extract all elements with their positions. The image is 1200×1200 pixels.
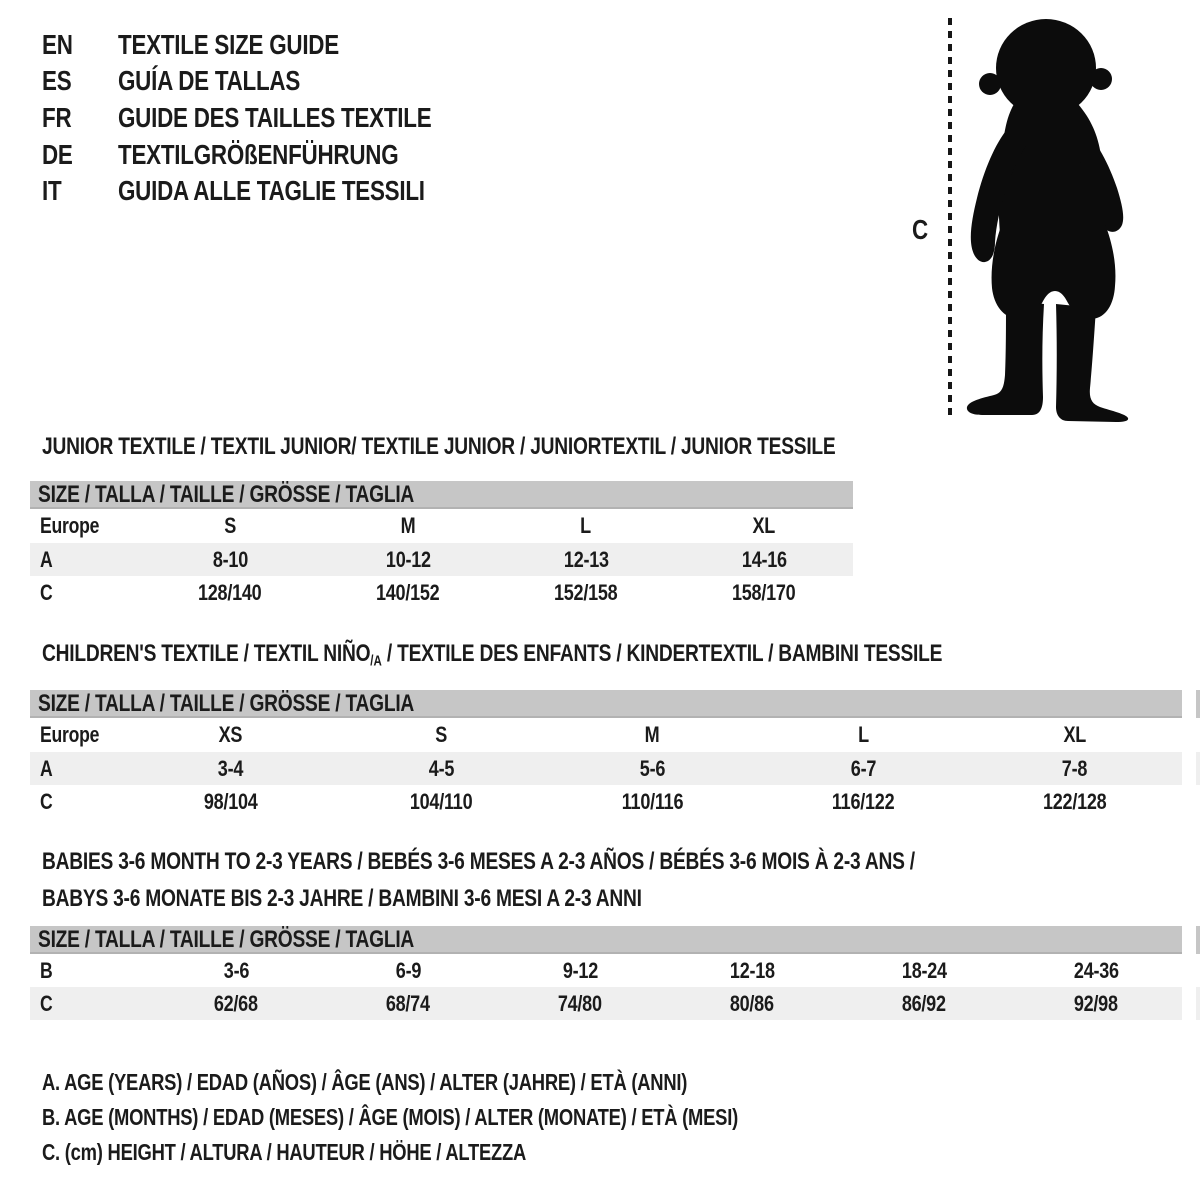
age-cell: 9-12 <box>562 957 598 983</box>
age-cell: 8-10 <box>212 546 248 572</box>
lang-title-de: TEXTILGRÖßENFÜHRUNG <box>118 139 399 170</box>
age-cell: 24-36 <box>1073 957 1119 983</box>
size-cell: XL <box>752 513 776 538</box>
height-cell: 122/128 <box>1042 788 1107 814</box>
table-row <box>30 543 853 576</box>
toddler-silhouette <box>962 12 1142 422</box>
children-title-subscript: /A <box>370 653 382 670</box>
table-row <box>30 718 1182 752</box>
legend-height-cm: C. (cm) HEIGHT / ALTURA / HAUTEUR / HÖHE / ALTEZZA <box>42 1139 527 1165</box>
lang-code-de: DE <box>42 139 73 170</box>
table-edge-sliver <box>1196 752 1200 785</box>
age-cell: 6-7 <box>850 755 877 781</box>
height-cell: 86/92 <box>902 990 946 1016</box>
babies-size-header-text: SIZE / TALLA / TAILLE / GRÖSSE / TAGLIA <box>38 926 415 953</box>
junior-size-table <box>30 481 853 609</box>
size-cell: L <box>580 513 592 538</box>
lang-code-es: ES <box>42 65 72 96</box>
height-cell: 128/140 <box>198 579 262 605</box>
age-cell: 3-6 <box>223 957 249 983</box>
children-size-table <box>30 690 1182 818</box>
height-cell: 158/170 <box>732 579 796 605</box>
legend-age-months: B. AGE (MONTHS) / EDAD (MESES) / ÂGE (MOIS) / ALTER (MONATE) / ETÀ (MESI) <box>42 1104 738 1130</box>
height-cell: 62/68 <box>214 990 258 1016</box>
age-cell: 14-16 <box>741 546 787 572</box>
lang-title-it: GUIDA ALLE TAGLIE TESSILI <box>118 175 425 206</box>
age-cell: 4-5 <box>428 755 455 781</box>
height-cell: 98/104 <box>203 788 258 814</box>
age-cell: 6-9 <box>395 957 421 983</box>
age-cell: 5-6 <box>639 755 666 781</box>
size-cell: S <box>224 513 236 538</box>
size-cell: XL <box>1063 722 1086 747</box>
row-label: A <box>40 546 53 572</box>
lang-code-en: EN <box>42 29 73 60</box>
size-cell: M <box>645 722 660 747</box>
junior-section-title: JUNIOR TEXTILE / TEXTIL JUNIOR/ TEXTILE JUNIOR / JUNIORTEXTIL / JUNIOR TESSILE <box>42 433 836 460</box>
age-cell: 12-13 <box>563 546 609 572</box>
row-label: C <box>40 990 53 1016</box>
toddler-silhouette-shapes <box>967 19 1128 422</box>
children-title-main: CHILDREN'S TEXTILE / TEXTIL NIÑO <box>42 640 371 667</box>
lang-code-fr: FR <box>42 102 72 133</box>
legend-age-years: A. AGE (YEARS) / EDAD (AÑOS) / ÂGE (ANS) / ALTER (JAHRE) / ETÀ (ANNI) <box>42 1069 688 1095</box>
children-size-header-bar <box>30 690 1182 718</box>
height-measure-dashed-line <box>948 18 952 418</box>
height-cell: 140/152 <box>376 579 440 605</box>
lang-title-es: GUÍA DE TALLAS <box>118 65 301 96</box>
age-cell: 10-12 <box>385 546 431 572</box>
size-cell: M <box>400 513 416 538</box>
row-label: C <box>40 788 53 814</box>
height-cell: 92/98 <box>1074 990 1118 1016</box>
size-cell: L <box>858 722 869 747</box>
height-cell: 152/158 <box>554 579 618 605</box>
table-row <box>30 752 1182 785</box>
age-cell: 12-18 <box>729 957 775 983</box>
row-label: A <box>40 755 53 781</box>
lang-title-fr: GUIDE DES TAILLES TEXTILE <box>118 102 432 133</box>
table-row <box>30 785 1182 818</box>
children-size-header-text: SIZE / TALLA / TAILLE / GRÖSSE / TAGLIA <box>38 690 415 717</box>
age-cell: 7-8 <box>1061 755 1088 781</box>
height-cell: 74/80 <box>558 990 602 1016</box>
children-title-rest: / TEXTILE DES ENFANTS / KINDERTEXTIL / BAMBINI TESSILE <box>381 640 943 667</box>
table-edge-sliver <box>1196 987 1200 1020</box>
children-section-title <box>42 641 1167 674</box>
table-row <box>30 987 1182 1020</box>
babies-size-table <box>30 926 1182 1020</box>
table-edge-sliver <box>1196 926 1200 954</box>
table-row <box>30 954 1182 987</box>
row-label: Europe <box>40 513 100 538</box>
lang-title-en: TEXTILE SIZE GUIDE <box>118 29 339 60</box>
lang-code-it: IT <box>42 175 62 206</box>
babies-size-header-bar <box>30 926 1182 954</box>
table-row <box>30 576 853 609</box>
babies-section-title-line2: BABYS 3-6 MONATE BIS 2-3 JAHRE / BAMBINI 3-6 MESI A 2-3 ANNI <box>42 885 642 912</box>
size-cell: XS <box>218 722 243 747</box>
height-cell: 104/110 <box>410 788 473 814</box>
age-cell: 18-24 <box>901 957 947 983</box>
junior-size-header-bar <box>30 481 853 509</box>
height-cell: 68/74 <box>386 990 430 1016</box>
height-cell: 116/122 <box>832 788 895 814</box>
height-cell: 80/86 <box>730 990 774 1016</box>
height-measure-label: C <box>912 214 928 245</box>
row-label: Europe <box>40 722 100 747</box>
junior-size-header-text: SIZE / TALLA / TAILLE / GRÖSSE / TAGLIA <box>38 481 415 508</box>
babies-section-title-line1: BABIES 3-6 MONTH TO 2-3 YEARS / BEBÉS 3-6 MESES A 2-3 AÑOS / BÉBÉS 3-6 MOIS À 2-3 ANS / <box>42 848 915 875</box>
row-label: C <box>40 579 53 605</box>
table-row <box>30 509 853 543</box>
height-cell: 110/116 <box>621 788 684 814</box>
row-label: B <box>40 957 53 983</box>
language-header <box>42 30 602 220</box>
table-edge-sliver <box>1196 690 1200 718</box>
age-cell: 3-4 <box>217 755 244 781</box>
size-cell: S <box>435 722 448 747</box>
